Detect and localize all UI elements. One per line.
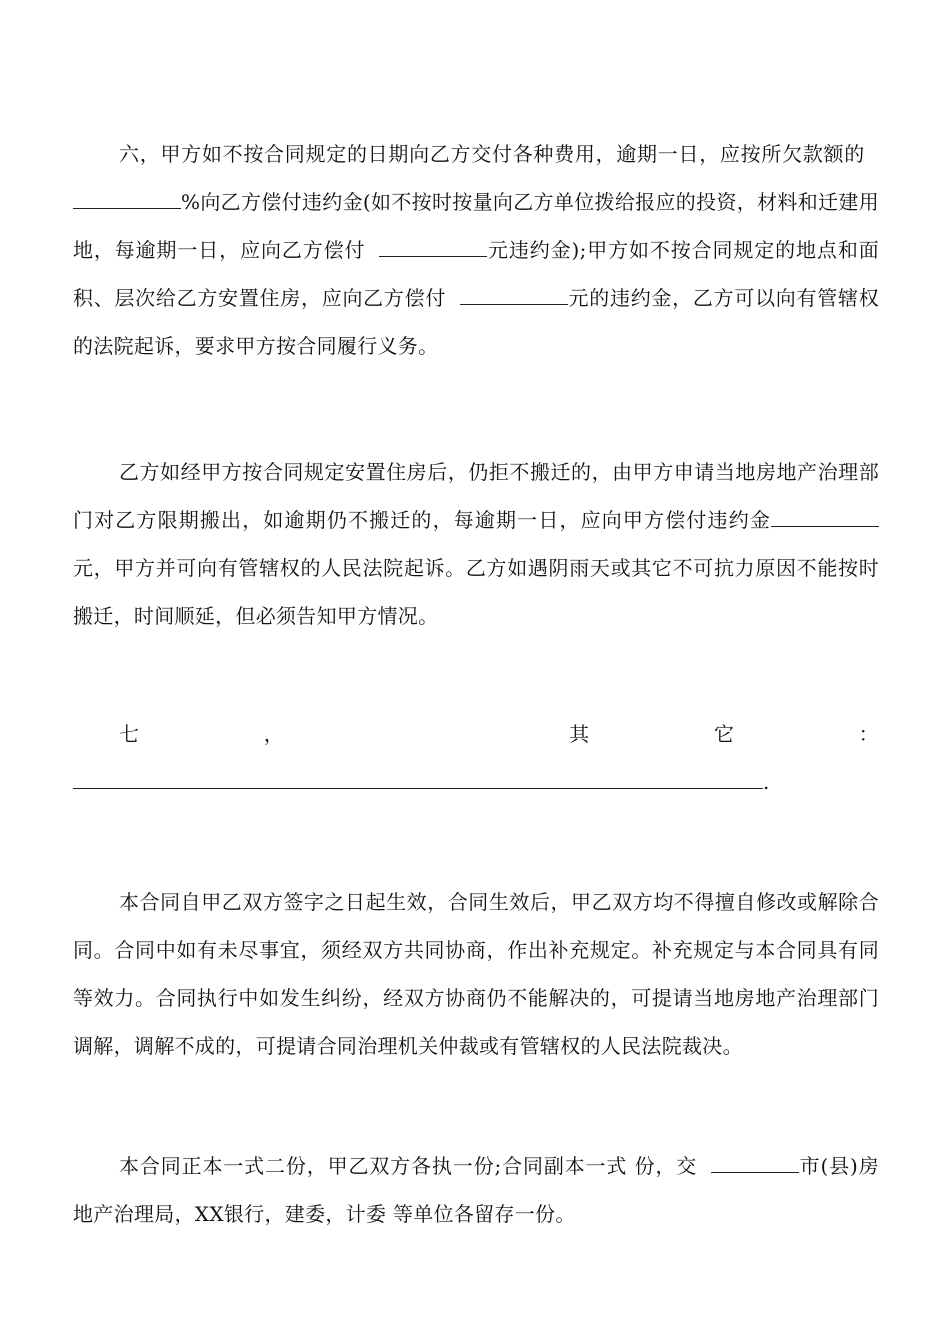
relocation-text-2: 元，甲方并可向有管辖权的人民法院起诉。乙方如遇阴雨天或其它不可抗力原因不能按时搬迁，时间顺延，但必须告知甲方情况。 bbox=[73, 556, 879, 628]
other-terms-blank-continued[interactable] bbox=[697, 770, 763, 789]
clause-six-text-1: 六，甲方如不按合同规定的日期向乙方交付各种费用，逾期一日，应按所欠款额的 bbox=[119, 142, 865, 166]
copies-paragraph bbox=[73, 1142, 879, 1238]
relocation-penalty-blank[interactable] bbox=[771, 508, 879, 527]
clause-seven-paragraph bbox=[73, 710, 879, 806]
relocation-paragraph bbox=[73, 448, 879, 640]
copies-text-1: 本合同正本一式二份，甲乙双方各执一份;合同副本一式 份，交 bbox=[119, 1154, 698, 1178]
copies-text-2: 市(县)房地产治理局，XX银行，建委，计委 等单位各留存一份。 bbox=[73, 1154, 880, 1226]
daily-penalty-blank[interactable] bbox=[379, 238, 487, 257]
clause-six-text-2: %向乙方偿付违约金(如不按时按量向乙方单位拨给报应的投资，材料和迁建用地，每逾期一日，应向乙方偿付 bbox=[73, 190, 879, 262]
city-blank[interactable] bbox=[711, 1154, 799, 1173]
other-terms-blank[interactable] bbox=[73, 770, 697, 789]
clause-six-paragraph bbox=[73, 130, 879, 370]
clause-seven-number: 七， bbox=[119, 722, 409, 746]
clause-six-text-3: 元违约金);甲方如不按合同规定的地点和面积、层次给乙方安置住房，应向乙方偿付 bbox=[73, 238, 879, 310]
percent-blank[interactable] bbox=[73, 190, 181, 209]
effect-paragraph bbox=[73, 878, 879, 1070]
effect-text: 本合同自甲乙双方签字之日起生效，合同生效后，甲乙双方均不得擅自修改或解除合同。合同中如有未尽事宜，须经双方共同协商，作出补充规定。补充规定与本合同具有同等效力。合同执行中如发生纠纷，经双方协商仍不能解决的，可提请当地房地产治理部门调解，调解不成的，可提请合同治理机关仲裁或有管辖权的人民法院裁决。 bbox=[73, 890, 879, 1058]
contract-body bbox=[73, 130, 879, 1238]
housing-penalty-blank[interactable] bbox=[460, 286, 568, 305]
clause-seven-label: 其它： bbox=[444, 722, 879, 746]
clause-six-text-4: 元的违约金，乙方可以向有管辖权的法院起诉，要求甲方按合同履行义务。 bbox=[73, 286, 879, 358]
clause-seven-end: . bbox=[763, 770, 770, 794]
relocation-text-1: 乙方如经甲方按合同规定安置住房后，仍拒不搬迁的，由甲方申请当地房地产治理部门对乙方限期搬出，如逾期仍不搬迁的，每逾期一日，应向甲方偿付违约金 bbox=[73, 460, 879, 532]
